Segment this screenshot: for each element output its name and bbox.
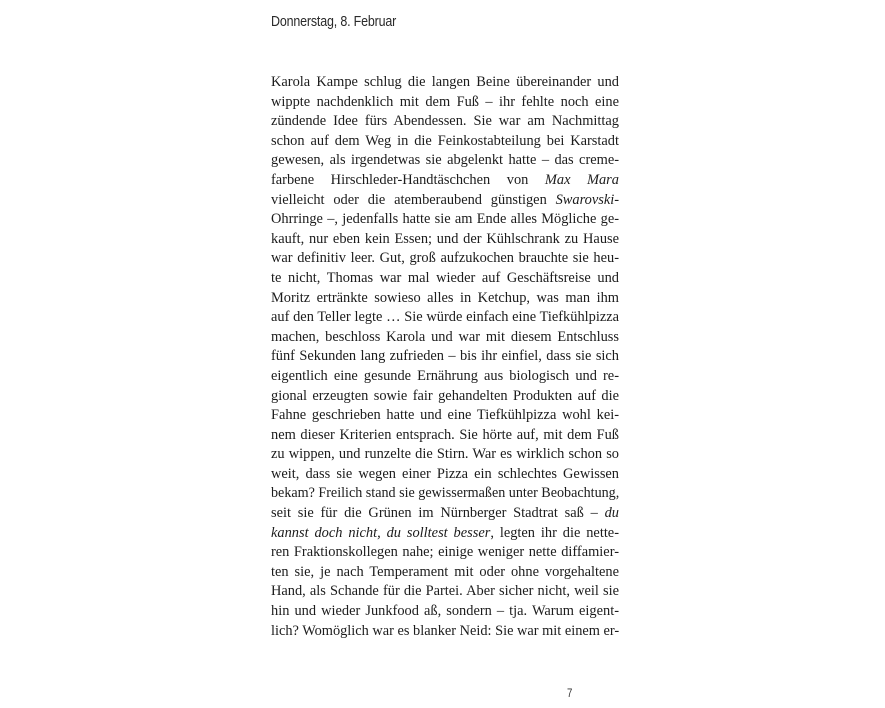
text-segment: seit sie für die Grünen im Nürnberger Stadtrat saß – [271,505,605,522]
text-line [271,406,619,426]
page-number: 7 [567,686,573,700]
text-segment: war definitiv leer. Gut, groß aufzukochen brauchte sie heu- [271,250,619,267]
italic-text: Max Mara [544,171,619,188]
text-line [271,328,619,348]
text-line [271,445,619,465]
text-line [271,622,619,642]
text-line [271,269,619,289]
text-segment: machen, beschloss Karola und war mit diesem Entschluss [271,328,619,345]
text-segment: wippte nachdenklich mit dem Fuß – ihr fehlte noch eine [271,93,619,110]
text-segment: te nicht, Thomas war mal wieder auf Geschäftsreise und [271,269,619,286]
text-line [271,308,619,328]
text-segment: Ohrringe –, jedenfalls hatte sie am Ende alles Mögliche ge- [271,211,619,228]
text-segment: fünf Sekunden lang zufrieden – bis ihr einfiel, dass sie sich [271,348,619,365]
text-segment: ren Fraktionskollegen nahe; einige weniger nette diffamier- [271,544,619,561]
text-segment: vielleicht oder die atemberaubend günstigen [271,191,556,208]
text-line [271,484,619,504]
text-line [271,191,619,211]
text-line [271,347,619,367]
text-line [271,171,619,191]
italic-text: kannst doch nicht, du solltest besser [271,524,491,541]
text-line [271,210,619,230]
text-segment: farbene Hirschleder-Handtäschchen von [271,171,545,188]
italic-text: du [604,505,619,522]
text-segment: , legten ihr die nette- [490,524,619,541]
text-line [271,602,619,622]
text-line [271,73,619,93]
text-segment: ten sie, je nach Temperament mit oder ohne vorgehaltene [271,563,619,580]
text-segment: lich? Womöglich war es blanker Neid: Sie war mit einem er- [271,622,620,639]
text-segment: Fahne geschrieben hatte und eine Tiefkühlpizza wohl kei- [271,407,619,424]
text-line [271,387,619,407]
body-text [271,73,619,641]
text-segment: Karola Kampe schlug die langen Beine übereinander und [271,74,619,90]
text-segment: schon auf dem Weg in die Feinkostabteilung bei Karstadt [271,132,619,149]
text-segment: Hand, als Schande für die Partei. Aber sicher nicht, weil sie [271,583,619,600]
text-segment: auf den Teller legte … Sie würde einfach eine Tiefkühlpizza [271,309,619,326]
text-line [271,367,619,387]
text-line [271,230,619,250]
running-head: Donnerstag, 8. Februar [271,14,397,30]
text-segment: hin und wieder Junkfood aß, sondern – tja. Warum eigent- [271,603,619,620]
text-line [271,132,619,152]
text-line [271,249,619,269]
text-line [271,93,619,113]
text-line [271,524,619,544]
text-segment: zu wippen, und runzelte die Stirn. War es wirklich schon so [271,446,619,463]
text-segment: gewesen, als irgendetwas sie abgelenkt hatte – das creme- [271,152,619,169]
text-segment: bekam? Freilich stand sie gewissermaßen unter Beobachtung, [271,485,620,502]
text-line [271,151,619,171]
text-segment: nem dieser Kriterien entsprach. Sie hörte auf, mit dem Fuß [271,426,619,443]
text-line [271,563,619,583]
text-segment: Moritz ertränkte sowieso alles in Ketchup, was man ihm [271,289,619,306]
text-line [271,465,619,485]
text-line [271,112,619,132]
text-segment: gional erzeugten sowie fair gehandelten Produkten auf die [271,387,619,404]
text-line [271,582,619,602]
text-line [271,504,619,524]
text-line [271,289,619,309]
text-line [271,426,619,446]
text-line [271,543,619,563]
text-segment: zündende Idee fürs Abendessen. Sie war am Nachmittag [271,113,619,130]
italic-text: Swarovski- [555,191,619,208]
text-segment: weit, dass sie wegen einer Pizza ein schlechtes Gewissen [271,465,619,482]
text-segment: kauft, nur eben kein Essen; und der Kühlschrank zu Hause [271,230,619,247]
text-segment: eigentlich eine gesunde Ernährung aus biologisch und re- [271,367,619,384]
